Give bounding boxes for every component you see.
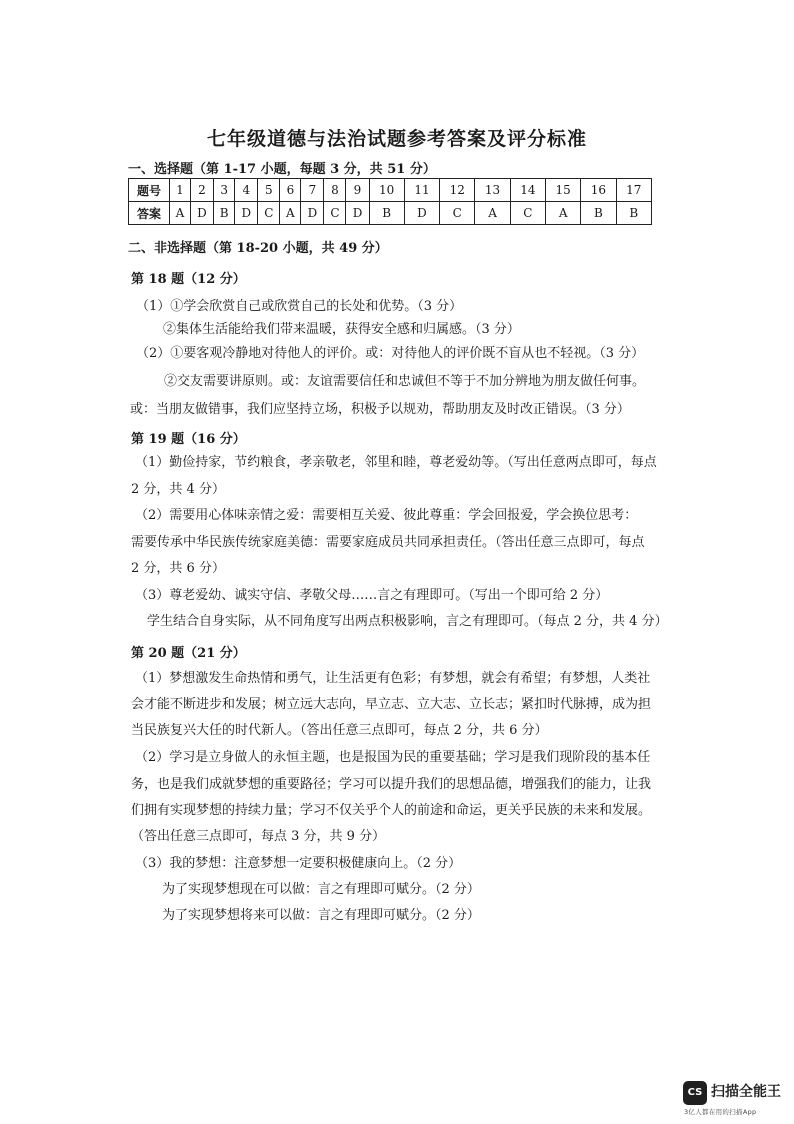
q20-line: （3）我的梦想：注意梦想一定要积极健康向上。（2 分）	[135, 856, 462, 871]
row-label-question: 题号	[129, 179, 170, 202]
q-number: 9	[346, 179, 369, 202]
answer-cell: D	[346, 202, 369, 225]
q18-line: （2）①要客观冷静地对待他人的评价。或：对待他人的评价既不盲从也不轻视。（3 分）	[136, 346, 645, 361]
q20-heading: 第 20 题（21 分）	[131, 646, 246, 661]
q20-line: （答出任意三点即可，每点 3 分，共 9 分）	[131, 829, 386, 844]
q20-line: （2）学习是立身做人的永恒主题，也是报国为民的重要基础；学习是我们现阶段的基本任	[135, 750, 651, 765]
q18-line: （1）①学会欣赏自己或欣赏自己的长处和优势。（3 分）	[136, 299, 463, 314]
q-number: 1	[170, 179, 191, 202]
answer-cell: D	[190, 202, 213, 225]
answer-row	[129, 202, 652, 225]
q-number: 6	[280, 179, 301, 202]
q19-heading: 第 19 题（16 分）	[131, 432, 246, 447]
scanner-tagline: 3亿人都在用的扫描App	[684, 1108, 757, 1116]
q-number: 17	[616, 179, 651, 202]
q18-line: ②集体生活能给我们带来温暖，获得安全感和归属感。（3 分）	[163, 322, 520, 337]
q18-line: 或：当朋友做错事，我们应坚持立场，积极予以规劝，帮助朋友及时改正错误。（3 分）	[130, 402, 630, 417]
answer-cell: D	[404, 202, 439, 225]
answer-table	[128, 178, 652, 225]
q-number: 10	[369, 179, 404, 202]
page-title: 七年级道德与法治试题参考答案及评分标准	[206, 128, 587, 150]
q-number: 12	[440, 179, 475, 202]
q20-line: 们拥有实现梦想的持续力量；学习不仅关乎个人的前途和命运，更关乎民族的未来和发展。	[131, 803, 652, 818]
q-number: 4	[235, 179, 258, 202]
answer-cell: C	[440, 202, 475, 225]
q20-line: 为了实现梦想现在可以做：言之有理即可赋分。（2 分）	[162, 882, 480, 897]
answer-cell: B	[581, 202, 616, 225]
camscanner-logo-icon: CS	[683, 1081, 707, 1105]
q18-heading: 第 18 题（12 分）	[131, 272, 246, 287]
answer-cell: D	[235, 202, 258, 225]
answer-cell: A	[280, 202, 301, 225]
q20-line: 当民族复兴大任的时代新人。（答出任意三点即可，每点 2 分，共 6 分）	[131, 723, 548, 738]
answer-cell: A	[546, 202, 581, 225]
q-number: 3	[214, 179, 235, 202]
q-number: 7	[301, 179, 324, 202]
answer-cell: D	[301, 202, 324, 225]
q20-line: 为了实现梦想将来可以做：言之有理即可赋分。（2 分）	[162, 908, 480, 923]
answer-cell: A	[475, 202, 510, 225]
q-number: 8	[324, 179, 346, 202]
q19-line: （1）勤俭持家，节约粮食，孝亲敬老，邻里和睦，尊老爱幼等。（写出任意两点即可，每点	[135, 455, 657, 470]
q19-line: （3）尊老爱幼、诚实守信、孝敬父母……言之有理即可。（写出一个即可给 2 分）	[135, 588, 609, 603]
q19-line: 2 分，共 6 分）	[131, 561, 225, 576]
q19-line: 2 分，共 4 分）	[131, 482, 225, 497]
q19-line: （2）需要用心体味亲情之爱：需要相互关爱、彼此尊重：学会回报爱，学会换位思考：	[135, 508, 638, 523]
answer-cell: B	[369, 202, 404, 225]
q18-line: ②交友需要讲原则。或：友谊需要信任和忠诚但不等于不加分辨地为朋友做任何事。	[164, 374, 646, 389]
q20-line: （1）梦想激发生命热情和勇气，让生活更有色彩；有梦想，就会有希望；有梦想，人类社	[135, 671, 651, 686]
answer-cell: B	[214, 202, 235, 225]
answer-cell: C	[258, 202, 280, 225]
answer-cell: B	[616, 202, 651, 225]
q19-line: 学生结合自身实际，从不同角度写出两点积极影响，言之有理即可。（每点 2 分，共 4 分）	[147, 614, 668, 629]
scanner-brand-name: 扫描全能王	[711, 1084, 781, 1100]
q19-line: 需要传承中华民族传统家庭美德：需要家庭成员共同承担责任。（答出任意三点即可，每点	[131, 535, 645, 550]
answer-cell: C	[324, 202, 346, 225]
q-number: 5	[258, 179, 280, 202]
q-number: 13	[475, 179, 510, 202]
q-number: 16	[581, 179, 616, 202]
answer-cell: A	[170, 202, 191, 225]
row-label-answer: 答案	[129, 202, 170, 225]
q20-line: 会才能不断进步和发展；树立远大志向，早立志、立大志、立长志；紧扣时代脉搏，成为担	[131, 697, 652, 712]
answer-cell: C	[510, 202, 545, 225]
q-number: 2	[190, 179, 213, 202]
q-number: 15	[546, 179, 581, 202]
q-number: 11	[404, 179, 439, 202]
question-number-row	[129, 179, 652, 202]
q-number: 14	[510, 179, 545, 202]
section1-heading: 一、选择题（第 1-17 小题，每题 3 分，共 51 分）	[128, 162, 436, 177]
section2-heading: 二、非选择题（第 18-20 小题，共 49 分）	[128, 241, 388, 256]
q20-line: 务，也是我们成就梦想的重要路径；学习可以提升我们的思想品德，增强我们的能力，让我	[131, 777, 652, 792]
